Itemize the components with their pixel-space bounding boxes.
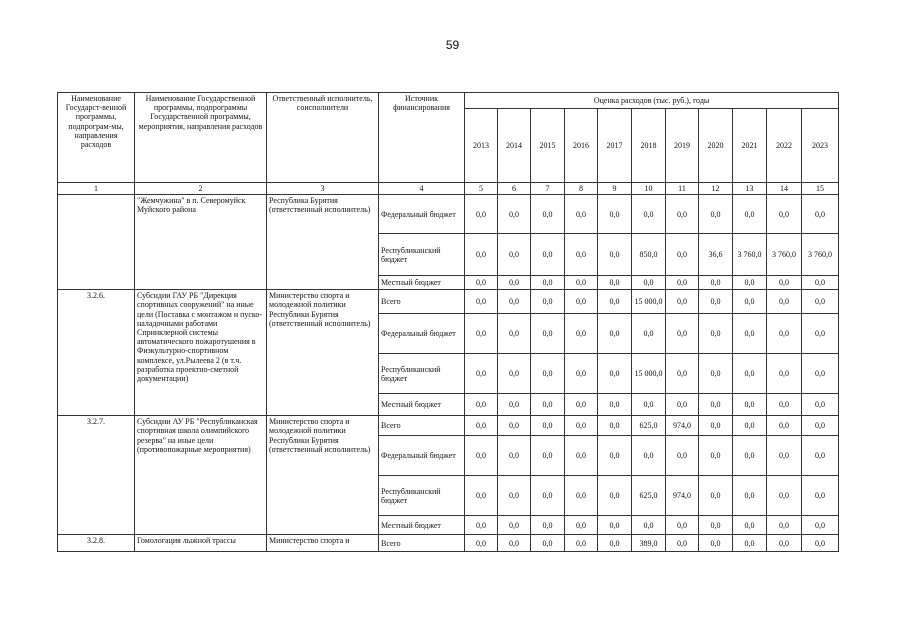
expense-value: 3 760,0 <box>767 234 802 276</box>
expense-value: 0,0 <box>465 234 498 276</box>
expense-value: 0,0 <box>666 290 699 314</box>
header-program-name: Наименование Государст-венной программы, подпрограм-мы, направления расходов <box>58 93 135 183</box>
budget-table <box>57 92 839 552</box>
funding-source: Республиканский бюджет <box>379 354 465 394</box>
column-number-cell: 10 <box>632 183 666 195</box>
expense-value: 0,0 <box>498 354 531 394</box>
expense-value: 0,0 <box>699 354 733 394</box>
expense-value: 0,0 <box>666 234 699 276</box>
column-number-row <box>58 183 839 195</box>
measure-executor: Министерство спорта и <box>267 535 379 552</box>
measure-code: 3.2.8. <box>58 535 135 552</box>
expense-value: 0,0 <box>598 314 632 354</box>
expense-value: 0,0 <box>565 195 598 234</box>
expense-value: 0,0 <box>767 476 802 516</box>
year-header-cell: 2018 <box>632 109 666 183</box>
year-header-cell: 2014 <box>498 109 531 183</box>
funding-source: Местный бюджет <box>379 394 465 416</box>
expense-value: 0,0 <box>465 394 498 416</box>
expense-value: 0,0 <box>767 394 802 416</box>
expense-value: 0,0 <box>802 276 839 290</box>
expense-value: 0,0 <box>498 276 531 290</box>
expense-value: 0,0 <box>598 290 632 314</box>
expense-value: 0,0 <box>767 535 802 552</box>
measure-code: 3.2.6. <box>58 290 135 416</box>
year-header-cell: 2020 <box>699 109 733 183</box>
expense-value: 3 760,0 <box>802 234 839 276</box>
expense-value: 0,0 <box>565 394 598 416</box>
expense-value: 0,0 <box>531 516 565 535</box>
measure-name: "Жемчужина" в п. Северомуйск Муйского района <box>135 195 267 290</box>
expense-value: 0,0 <box>802 535 839 552</box>
header-executor: Ответственный исполнитель, соисполнители <box>267 93 379 183</box>
column-number-cell: 9 <box>598 183 632 195</box>
expense-value: 0,0 <box>565 436 598 476</box>
expense-value: 0,0 <box>498 195 531 234</box>
expense-value: 0,0 <box>802 394 839 416</box>
expense-value: 0,0 <box>565 516 598 535</box>
funding-source: Всего <box>379 416 465 436</box>
expense-value: 0,0 <box>465 476 498 516</box>
year-header-cell: 2016 <box>565 109 598 183</box>
funding-source: Федеральный бюджет <box>379 436 465 476</box>
expense-value: 625,0 <box>632 476 666 516</box>
expense-value: 0,0 <box>733 476 767 516</box>
expense-value: 0,0 <box>767 195 802 234</box>
expense-value: 0,0 <box>465 354 498 394</box>
funding-source: Республиканский бюджет <box>379 234 465 276</box>
expense-value: 0,0 <box>598 416 632 436</box>
expense-value: 0,0 <box>598 476 632 516</box>
expense-value: 0,0 <box>498 290 531 314</box>
expense-value: 0,0 <box>733 516 767 535</box>
expense-value: 0,0 <box>666 276 699 290</box>
expense-value: 0,0 <box>699 416 733 436</box>
expense-value: 0,0 <box>465 516 498 535</box>
expense-value: 0,0 <box>666 394 699 416</box>
expense-value: 0,0 <box>666 314 699 354</box>
expense-value: 0,0 <box>733 276 767 290</box>
column-number-cell: 6 <box>498 183 531 195</box>
expense-value: 0,0 <box>565 476 598 516</box>
expense-value: 0,0 <box>498 476 531 516</box>
expense-value: 0,0 <box>498 535 531 552</box>
expense-value: 0,0 <box>498 394 531 416</box>
expense-value: 0,0 <box>598 195 632 234</box>
expense-value: 3 760,0 <box>733 234 767 276</box>
year-header-cell: 2013 <box>465 109 498 183</box>
expense-value: 0,0 <box>465 416 498 436</box>
expense-value: 0,0 <box>531 314 565 354</box>
expense-value: 0,0 <box>767 516 802 535</box>
expense-value: 0,0 <box>802 416 839 436</box>
expense-value: 0,0 <box>531 276 565 290</box>
expense-value: 0,0 <box>565 314 598 354</box>
expense-value: 0,0 <box>767 436 802 476</box>
expense-value: 0,0 <box>531 290 565 314</box>
expense-value: 0,0 <box>498 234 531 276</box>
column-number-cell: 5 <box>465 183 498 195</box>
expense-value: 0,0 <box>699 195 733 234</box>
measure-name: Субсидии ГАУ РБ "Дирекция спортивных сооружений" на иные цели (Поставка с монтажом и пуско-наладочными работами Спринклерной системы автоматического пожаротушения в Физкультурно-спортивном комплексе, ул.Рылеева 2 (в т.ч. разработка проектно-сметной документации) <box>135 290 267 416</box>
expense-value: 0,0 <box>498 516 531 535</box>
expense-value: 0,0 <box>531 476 565 516</box>
expense-value: 0,0 <box>598 234 632 276</box>
expense-value: 974,0 <box>666 416 699 436</box>
expense-value: 0,0 <box>632 394 666 416</box>
column-number-cell: 3 <box>267 183 379 195</box>
header-funding-source: Источник финансирования <box>379 93 465 183</box>
expense-value: 0,0 <box>598 276 632 290</box>
expense-value: 0,0 <box>802 195 839 234</box>
expense-value: 0,0 <box>666 195 699 234</box>
column-number-cell: 12 <box>699 183 733 195</box>
expense-value: 0,0 <box>802 314 839 354</box>
expense-value: 0,0 <box>666 436 699 476</box>
expense-value: 625,0 <box>632 416 666 436</box>
expense-value: 0,0 <box>699 314 733 354</box>
expense-value: 0,0 <box>666 535 699 552</box>
expense-value: 36,6 <box>699 234 733 276</box>
expense-value: 0,0 <box>598 535 632 552</box>
expense-value: 0,0 <box>632 436 666 476</box>
table-row <box>58 535 839 552</box>
expense-value: 0,0 <box>465 535 498 552</box>
table-row <box>58 195 839 234</box>
year-header-cell: 2017 <box>598 109 632 183</box>
expense-value: 0,0 <box>598 394 632 416</box>
column-number-cell: 15 <box>802 183 839 195</box>
expense-value: 0,0 <box>733 354 767 394</box>
year-header-cell: 2022 <box>767 109 802 183</box>
expense-value: 0,0 <box>733 394 767 416</box>
expense-value: 0,0 <box>598 516 632 535</box>
expense-value: 0,0 <box>767 290 802 314</box>
expense-value: 0,0 <box>699 516 733 535</box>
column-number-cell: 14 <box>767 183 802 195</box>
column-number-cell: 1 <box>58 183 135 195</box>
expense-value: 0,0 <box>565 535 598 552</box>
expense-value: 0,0 <box>632 516 666 535</box>
expense-value: 0,0 <box>498 416 531 436</box>
expense-value: 0,0 <box>465 195 498 234</box>
expense-value: 0,0 <box>632 314 666 354</box>
measure-executor: Республика Бурятия (ответственный исполнитель) <box>267 195 379 290</box>
expense-value: 0,0 <box>565 354 598 394</box>
table-body <box>58 195 839 552</box>
expense-value: 0,0 <box>632 276 666 290</box>
expense-value: 0,0 <box>666 516 699 535</box>
expense-value: 0,0 <box>465 314 498 354</box>
year-header-cell: 2015 <box>531 109 565 183</box>
expense-value: 850,0 <box>632 234 666 276</box>
expense-value: 0,0 <box>699 394 733 416</box>
expense-value: 0,0 <box>465 276 498 290</box>
expense-value: 0,0 <box>802 354 839 394</box>
expense-value: 0,0 <box>632 195 666 234</box>
column-number-cell: 11 <box>666 183 699 195</box>
expense-value: 0,0 <box>699 290 733 314</box>
expense-value: 0,0 <box>598 354 632 394</box>
expense-value: 0,0 <box>465 290 498 314</box>
column-number-cell: 8 <box>565 183 598 195</box>
table-row <box>58 290 839 314</box>
expense-value: 0,0 <box>531 535 565 552</box>
expense-value: 0,0 <box>565 276 598 290</box>
expense-value: 0,0 <box>531 416 565 436</box>
funding-source: Местный бюджет <box>379 276 465 290</box>
measure-code <box>58 195 135 290</box>
expense-value: 0,0 <box>531 436 565 476</box>
column-number-cell: 4 <box>379 183 465 195</box>
expense-value: 0,0 <box>802 290 839 314</box>
expense-value: 0,0 <box>565 290 598 314</box>
expense-value: 0,0 <box>699 535 733 552</box>
expense-value: 0,0 <box>598 436 632 476</box>
expense-value: 0,0 <box>802 516 839 535</box>
funding-source: Федеральный бюджет <box>379 195 465 234</box>
expense-value: 0,0 <box>699 476 733 516</box>
expense-value: 0,0 <box>733 195 767 234</box>
expense-value: 0,0 <box>465 436 498 476</box>
expense-value: 0,0 <box>733 535 767 552</box>
header-measure-name: Наименование Государственной программы, подпрограммы Государственной программы, мероприятия, направления расходов <box>135 93 267 183</box>
expense-value: 0,0 <box>733 416 767 436</box>
expense-value: 15 000,0 <box>632 290 666 314</box>
expense-value: 0,0 <box>565 416 598 436</box>
expense-value: 0,0 <box>767 416 802 436</box>
expense-value: 389,0 <box>632 535 666 552</box>
expense-value: 0,0 <box>531 195 565 234</box>
table-row <box>58 416 839 436</box>
expense-value: 0,0 <box>699 276 733 290</box>
expense-value: 15 000,0 <box>632 354 666 394</box>
funding-source: Всего <box>379 290 465 314</box>
expense-value: 0,0 <box>767 276 802 290</box>
expense-value: 0,0 <box>699 436 733 476</box>
header-expenses: Оценка расходов (тыс. руб.), годы <box>465 93 839 109</box>
funding-source: Республиканский бюджет <box>379 476 465 516</box>
expense-value: 0,0 <box>733 314 767 354</box>
page-number: 59 <box>445 38 460 52</box>
expense-value: 974,0 <box>666 476 699 516</box>
expense-value: 0,0 <box>531 234 565 276</box>
expense-value: 0,0 <box>802 436 839 476</box>
expense-value: 0,0 <box>498 314 531 354</box>
measure-executor: Министерство спорта и молодежной политики Республики Бурятия (ответственный исполнитель) <box>267 416 379 535</box>
expense-value: 0,0 <box>531 394 565 416</box>
column-number-cell: 2 <box>135 183 267 195</box>
expense-value: 0,0 <box>733 290 767 314</box>
column-number-cell: 7 <box>531 183 565 195</box>
expense-value: 0,0 <box>733 436 767 476</box>
expense-value: 0,0 <box>666 354 699 394</box>
measure-executor: Министерство спорта и молодежной политики Республики Бурятия (ответственный исполнитель) <box>267 290 379 416</box>
year-header-cell: 2019 <box>666 109 699 183</box>
expense-value: 0,0 <box>802 476 839 516</box>
measure-code: 3.2.7. <box>58 416 135 535</box>
year-header-cell: 2023 <box>802 109 839 183</box>
funding-source: Всего <box>379 535 465 552</box>
year-header-cell: 2021 <box>733 109 767 183</box>
funding-source: Местный бюджет <box>379 516 465 535</box>
measure-name: Субсидии АУ РБ "Республиканская спортивная школа олимпийского резерва" на иные цели (противопожарные мероприятия) <box>135 416 267 535</box>
expense-value: 0,0 <box>531 354 565 394</box>
expense-value: 0,0 <box>767 354 802 394</box>
expense-value: 0,0 <box>767 314 802 354</box>
column-number-cell: 13 <box>733 183 767 195</box>
funding-source: Федеральный бюджет <box>379 314 465 354</box>
measure-name: Гомологация лыжной трассы <box>135 535 267 552</box>
expense-value: 0,0 <box>498 436 531 476</box>
expense-value: 0,0 <box>565 234 598 276</box>
table-header <box>58 93 839 195</box>
